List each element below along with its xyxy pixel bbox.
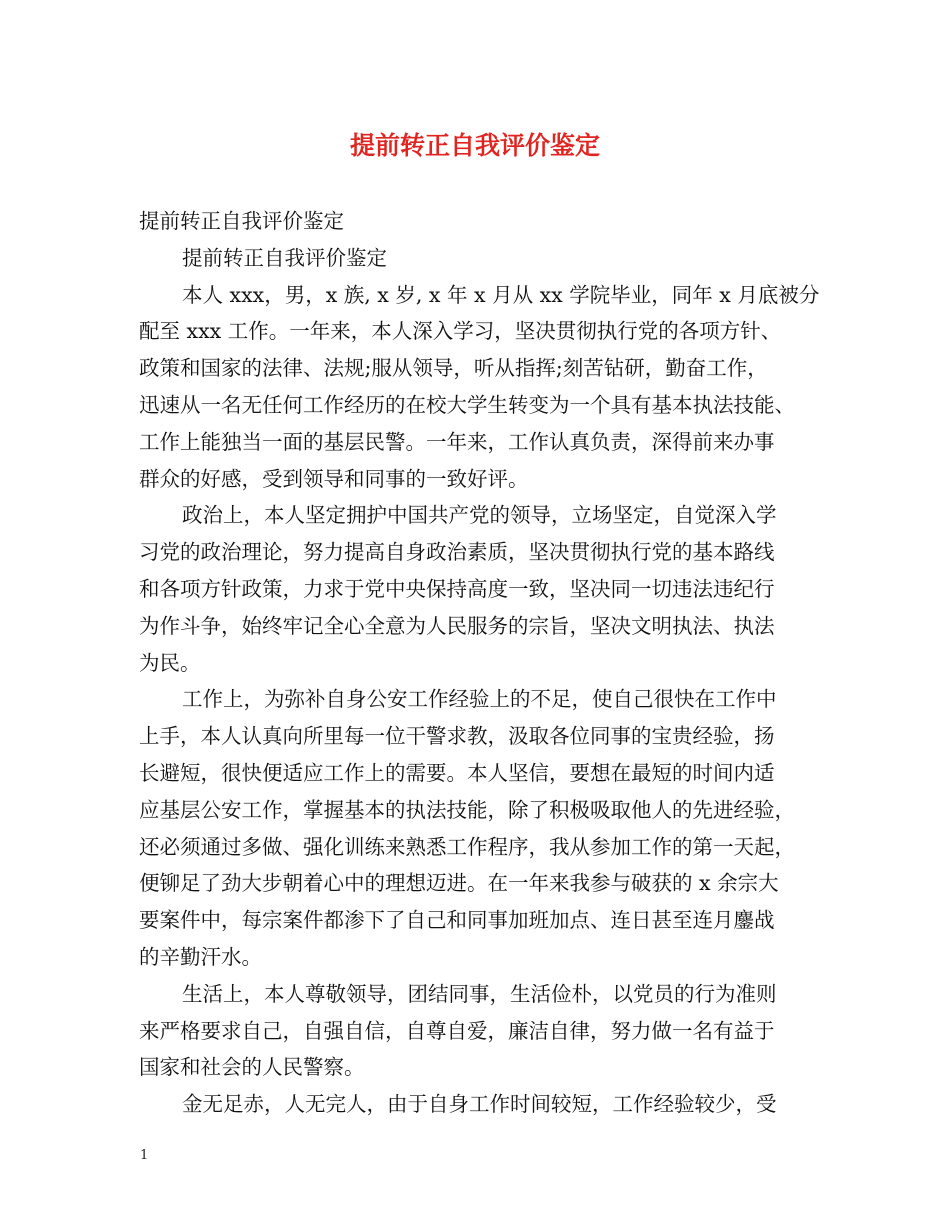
text-line: 习党的政治理论，努力提高自身政治素质，坚决贯彻执行党的基本路线 — [139, 540, 775, 565]
text-line: 来严格要求自己，自强自信，自尊自爱，廉洁自律，努力做一名有益于 — [139, 1018, 775, 1043]
text-line: 工作上能独当一面的基层民警。一年来，工作认真负责，深得前来办事 — [139, 429, 775, 454]
text-line: 应基层公安工作，掌握基本的执法技能，除了积极吸取他人的先进经验， — [139, 797, 795, 822]
text-line: 国家和社会的人民警察。 — [139, 1055, 365, 1080]
page-number: 1 — [140, 1148, 149, 1163]
document-body — [139, 203, 825, 1123]
text-line: 便铆足了劲大步朝着心中的理想迈进。在一年来我参与破获的 x 余宗大 — [139, 871, 779, 896]
text-line: 金无足赤，人无完人，由于自身工作时间较短，工作经验较少，受 — [182, 1092, 777, 1117]
text-line: 群众的好感，受到领导和同事的一致好评。 — [139, 466, 529, 491]
text-line: 政治上，本人坚定拥护中国共产党的领导，立场坚定，自觉深入学 — [182, 503, 777, 528]
text-line: 长避短，很快便适应工作上的需要。本人坚信，要想在最短的时间内适 — [139, 760, 775, 785]
text-line: 上手，本人认真向所里每一位干警求教，汲取各位同事的宝贵经验，扬 — [139, 724, 775, 749]
text-line: 的辛勤汗水。 — [139, 944, 262, 969]
text-line: 政策和国家的法律、法规;服从领导，听从指挥;刻苦钻研，勤奋工作， — [139, 356, 768, 381]
text-line: 为民。 — [139, 650, 201, 675]
text-line: 提前转正自我评价鉴定 — [182, 245, 387, 270]
text-line: 还必须通过多做、强化训练来熟悉工作程序，我从参加工作的第一天起， — [139, 834, 795, 859]
text-line: 迅速从一名无任何工作经历的在校大学生转变为一个具有基本执法技能、 — [139, 392, 795, 417]
text-line: 本人 xxx，男，x 族, x 岁, x 年 x 月从 xx 学院毕业，同年 x 月底被分 — [182, 282, 820, 307]
text-line: 提前转正自我评价鉴定 — [139, 209, 344, 233]
text-line: 要案件中，每宗案件都渗下了自己和同事加班加点、连日甚至连月鏖战 — [139, 908, 775, 933]
text-line: 配至 xxx 工作。一年来，本人深入学习，坚决贯彻执行党的各项方针、 — [139, 319, 782, 344]
text-line: 生活上，本人尊敬领导，团结同事，生活俭朴，以党员的行为准则 — [182, 981, 777, 1006]
text-line: 工作上，为弥补自身公安工作经验上的不足，使自己很快在工作中 — [182, 687, 777, 712]
text-line: 和各项方针政策，力求于党中央保持高度一致，坚决同一切违法违纪行 — [139, 576, 775, 601]
document-title: 提前转正自我评价鉴定 — [349, 131, 600, 160]
text-line: 为作斗争，始终牢记全心全意为人民服务的宗旨，坚决文明执法、执法 — [139, 613, 775, 638]
